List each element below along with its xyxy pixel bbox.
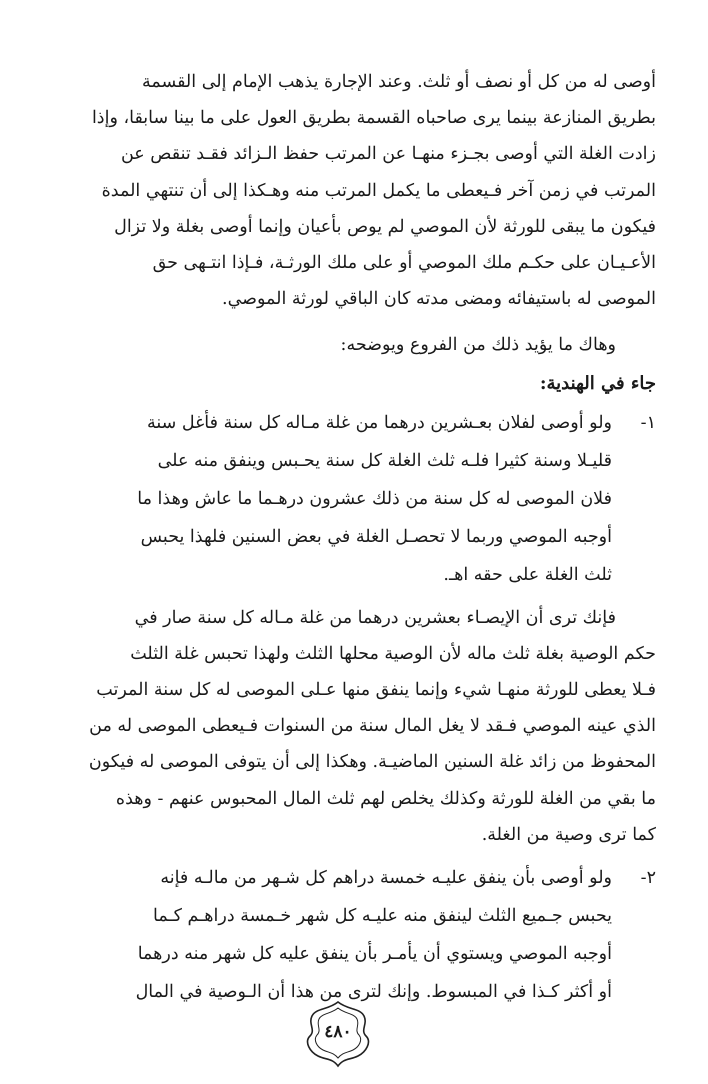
intro-line: الموصى له باستيفائه ومضى مدته كان الباقي لورثة الموصي. — [222, 289, 656, 310]
para-two-line: المحفوظ من زائد غلة السنين الماضيـة. وهكذا إلى أن يتوفى الموصى له فيكون — [88, 752, 656, 773]
item-one-line: فلان الموصى له كل سنة من ذلك عشرون درهـما ما عاش وهذا ما — [137, 488, 612, 509]
item-two-line: يحبس جـميع الثلث لينفق منه عليـه كل شهر خـمسة دراهـم كـما — [153, 906, 612, 927]
item-one-line: قليـلا وسنة كثيرا فلـه ثلث الغلة كل سنة يحـبس وينفق منه على — [157, 450, 612, 471]
intro-line: فيكون ما يبقى للورثة لأن الموصي لم يوص بأعيان وإنما أوصى بغلة ولا تزال — [114, 216, 656, 237]
intro-line: بطريق المنازعة بينما يرى صاحباه القسمة بطريق العول على ما بينا سابقا، وإذا — [91, 108, 656, 129]
paragraph-two — [36, 600, 656, 853]
item-one-line: أوجبه الموصي وربما لا تحصـل الغلة في بعض السنين فلهذا يحبس — [140, 526, 612, 547]
item-one-number: ١- — [640, 412, 656, 433]
para-two-line: فـلا يعطى للورثة منهـا شيء وإنما ينفق منها عـلى الموصى له كل سنة المرتب — [96, 680, 656, 701]
intro-line: الأعـيـان على حكـم ملك الموصي أو على ملك الورثـة، فـإذا انتـهى حق — [152, 253, 656, 274]
item-one-line: ثلث الغلة على حقه اهـ. — [443, 564, 612, 585]
para-two-line: حكم الوصية بغلة ثلث ماله لأن الوصية محلها الثلث ولهذا تحبس غلة الثلث — [130, 643, 656, 664]
para-two-line: فإنك ترى أن الإيصـاء بعشرين درهما من غلة مـاله كل سنة صار في — [134, 607, 616, 628]
item-two-line: أو أكثر كـذا في المبسوط. وإنك لترى من هذا أن الـوصية في المال — [135, 982, 612, 1003]
intro-line: المرتب في زمن آخر فـيعطى ما يكمل المرتب منه وهـكذا إلى أن تنتهي المدة — [101, 180, 656, 201]
para-two-line: ما بقي من الغلة للورثة وكذلك يخلص لهم ثلث المال المحبوس عنهم - وهذه — [115, 788, 656, 809]
item-one-line: ولو أوصى لفلان بعـشرين درهما من غلة مـاله كل سنة فأغل سنة — [147, 412, 612, 433]
item-two-line: ولو أوصى بأن ينفق عليـه خمسة دراهم كل شـهر من مالـه فإنه — [160, 868, 612, 889]
document-page — [36, 64, 656, 1014]
intro-line: زادت الغلة التي أوصى بجـزء منهـا عن المرتب حفظ الـزائد فقـد تنقص عن — [120, 144, 656, 165]
page-number: ٤٨٠ — [324, 1022, 352, 1042]
support-line: وهاك ما يؤيد ذلك من الفروع ويوضحه: — [340, 335, 616, 356]
section-heading: جاء في الهندية: — [539, 372, 656, 394]
intro-line: أوصى له من كل أو نصف أو ثلث. وعند الإجارة يذهب الإمام إلى القسمة — [141, 72, 656, 92]
item-two-number: ٢- — [640, 868, 656, 889]
item-two — [36, 859, 656, 1011]
para-two-line: كما ترى وصية من الغلة. — [481, 824, 656, 845]
intro-paragraph — [36, 64, 656, 317]
item-two-line: أوجبه الموصي ويستوي أن يأمـر بأن ينفق عليه كل شهر منه درهما — [137, 944, 612, 965]
item-one — [36, 404, 656, 594]
para-two-line: الذي عينه الموصي فـقد لا يغل المال سنة من السنوات فـيعطى الموصى له من — [89, 716, 656, 737]
page-number-ornament — [298, 1000, 378, 1068]
